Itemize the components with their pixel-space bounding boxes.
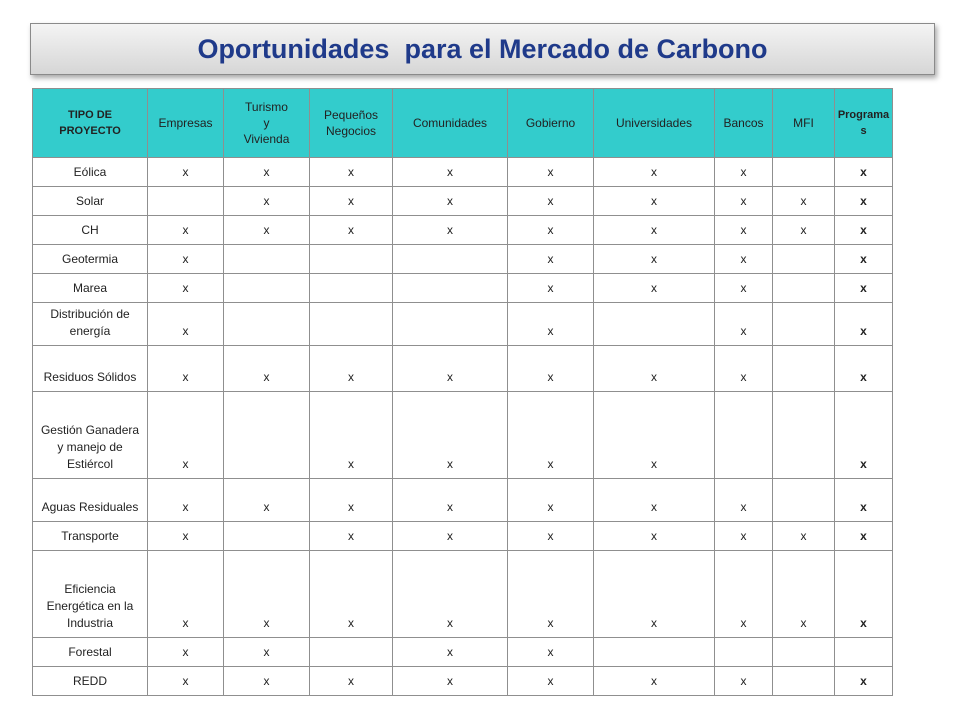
table-row — [33, 245, 893, 274]
table-cell: x — [393, 522, 508, 551]
table-row — [33, 522, 893, 551]
table-cell: x — [148, 216, 224, 245]
table-cell — [224, 522, 310, 551]
table-cell: x — [508, 346, 594, 392]
table-cell: x — [224, 158, 310, 187]
table-cell: x — [310, 522, 393, 551]
table-cell: x — [594, 479, 715, 522]
table-cell — [835, 638, 893, 667]
table-cell: x — [508, 522, 594, 551]
header-pequenos-negocios: Pequeños Negocios — [310, 89, 393, 158]
table-cell: x — [594, 158, 715, 187]
table-cell: x — [148, 245, 224, 274]
row-label: CH — [33, 216, 148, 245]
table-cell — [773, 303, 835, 346]
table-cell — [310, 245, 393, 274]
table-cell: x — [393, 551, 508, 638]
table-cell: x — [310, 158, 393, 187]
table-cell — [148, 187, 224, 216]
row-label: Gestión Ganadera y manejo de Estiércol — [33, 392, 148, 479]
table-cell: x — [715, 551, 773, 638]
table-cell — [310, 638, 393, 667]
table-cell — [224, 392, 310, 479]
table-cell: x — [835, 274, 893, 303]
table-cell: x — [773, 522, 835, 551]
table-cell — [310, 274, 393, 303]
table-cell: x — [508, 551, 594, 638]
table-cell: x — [148, 522, 224, 551]
table-cell: x — [594, 551, 715, 638]
table-cell: x — [148, 551, 224, 638]
header-universidades: Universidades — [594, 89, 715, 158]
table-cell — [773, 346, 835, 392]
table-cell: x — [594, 274, 715, 303]
table-cell: x — [715, 216, 773, 245]
table-cell — [773, 667, 835, 696]
table-cell: x — [715, 158, 773, 187]
table-cell: x — [835, 479, 893, 522]
table-cell: x — [393, 158, 508, 187]
table-cell — [773, 245, 835, 274]
table-cell: x — [310, 216, 393, 245]
table-cell: x — [393, 667, 508, 696]
table-cell — [715, 638, 773, 667]
opportunities-table — [32, 88, 893, 696]
row-label: Aguas Residuales — [33, 479, 148, 522]
table-cell: x — [508, 667, 594, 696]
header-gobierno: Gobierno — [508, 89, 594, 158]
table-cell: x — [835, 667, 893, 696]
table-row — [33, 274, 893, 303]
table-cell: x — [835, 551, 893, 638]
table-cell: x — [835, 187, 893, 216]
table-cell: x — [393, 638, 508, 667]
table-cell: x — [594, 392, 715, 479]
header-bancos: Bancos — [715, 89, 773, 158]
table-cell — [393, 245, 508, 274]
table-cell: x — [594, 187, 715, 216]
table-cell: x — [393, 187, 508, 216]
table-cell: x — [508, 392, 594, 479]
table-row — [33, 346, 893, 392]
table-cell — [773, 638, 835, 667]
page-title: Oportunidades para el Mercado de Carbono — [197, 33, 768, 64]
table-cell: x — [310, 187, 393, 216]
table-cell — [594, 303, 715, 346]
header-programas: Programa s — [835, 89, 893, 158]
table-cell: x — [835, 158, 893, 187]
table-cell: x — [224, 216, 310, 245]
table-cell: x — [148, 303, 224, 346]
table-cell: x — [393, 392, 508, 479]
header-tipo-de-proyecto: TIPO DE PROYECTO — [33, 89, 148, 158]
table-cell — [773, 479, 835, 522]
table-cell: x — [594, 216, 715, 245]
table-cell: x — [310, 346, 393, 392]
table-cell: x — [508, 216, 594, 245]
table-cell: x — [508, 274, 594, 303]
table-cell: x — [310, 392, 393, 479]
header-empresas: Empresas — [148, 89, 224, 158]
table-cell: x — [148, 274, 224, 303]
table-cell: x — [715, 187, 773, 216]
table-cell: x — [393, 216, 508, 245]
table-cell: x — [224, 346, 310, 392]
table-cell: x — [224, 187, 310, 216]
table-cell: x — [224, 551, 310, 638]
table-cell: x — [148, 392, 224, 479]
table-cell — [393, 274, 508, 303]
row-label: Geotermia — [33, 245, 148, 274]
table-cell: x — [715, 667, 773, 696]
table-cell: x — [148, 346, 224, 392]
table-cell: x — [508, 158, 594, 187]
table-row — [33, 392, 893, 479]
table-row — [33, 158, 893, 187]
table-cell: x — [508, 245, 594, 274]
table-cell: x — [148, 158, 224, 187]
table-cell: x — [508, 638, 594, 667]
row-label: Residuos Sólidos — [33, 346, 148, 392]
table-body — [33, 158, 893, 696]
table-cell — [773, 158, 835, 187]
table-cell — [224, 274, 310, 303]
table-row — [33, 551, 893, 638]
table-row — [33, 187, 893, 216]
table-cell: x — [224, 667, 310, 696]
table-cell: x — [310, 667, 393, 696]
table-cell — [310, 303, 393, 346]
table-cell — [224, 303, 310, 346]
table-cell: x — [224, 479, 310, 522]
table-cell: x — [310, 551, 393, 638]
row-label: Marea — [33, 274, 148, 303]
table-row — [33, 216, 893, 245]
table-cell: x — [773, 187, 835, 216]
table-cell: x — [835, 392, 893, 479]
table-row — [33, 667, 893, 696]
table-cell: x — [773, 216, 835, 245]
table-cell: x — [224, 638, 310, 667]
table-cell: x — [148, 667, 224, 696]
header-comunidades: Comunidades — [393, 89, 508, 158]
row-label: Eólica — [33, 158, 148, 187]
table-cell: x — [393, 479, 508, 522]
table-cell — [594, 638, 715, 667]
table-cell — [393, 303, 508, 346]
table-cell: x — [715, 522, 773, 551]
table-cell: x — [393, 346, 508, 392]
row-label: Transporte — [33, 522, 148, 551]
table-cell: x — [715, 479, 773, 522]
header-mfi: MFI — [773, 89, 835, 158]
table-cell: x — [508, 303, 594, 346]
table-cell: x — [594, 245, 715, 274]
table-row — [33, 638, 893, 667]
row-label: Distribución de energía — [33, 303, 148, 346]
table-cell: x — [773, 551, 835, 638]
table-cell: x — [594, 667, 715, 696]
table-cell: x — [508, 187, 594, 216]
row-label: REDD — [33, 667, 148, 696]
row-label: Forestal — [33, 638, 148, 667]
table-cell — [715, 392, 773, 479]
header-turismo-y-vivienda: Turismo y Vivienda — [224, 89, 310, 158]
table-cell: x — [310, 479, 393, 522]
table-cell: x — [715, 303, 773, 346]
table-row — [33, 479, 893, 522]
table-cell: x — [148, 479, 224, 522]
table-cell: x — [594, 522, 715, 551]
table-header-row — [33, 89, 893, 158]
table-cell: x — [835, 522, 893, 551]
table-cell: x — [835, 303, 893, 346]
table-cell: x — [594, 346, 715, 392]
table-cell: x — [715, 274, 773, 303]
table-cell: x — [835, 346, 893, 392]
table-cell: x — [715, 346, 773, 392]
table-cell — [224, 245, 310, 274]
table-cell: x — [148, 638, 224, 667]
table-cell: x — [835, 216, 893, 245]
table-cell — [773, 274, 835, 303]
table-cell: x — [715, 245, 773, 274]
title-banner — [30, 23, 935, 75]
row-label: Solar — [33, 187, 148, 216]
table-row — [33, 303, 893, 346]
row-label: Eficiencia Energética en la Industria — [33, 551, 148, 638]
table-cell: x — [508, 479, 594, 522]
table-cell — [773, 392, 835, 479]
table-cell: x — [835, 245, 893, 274]
